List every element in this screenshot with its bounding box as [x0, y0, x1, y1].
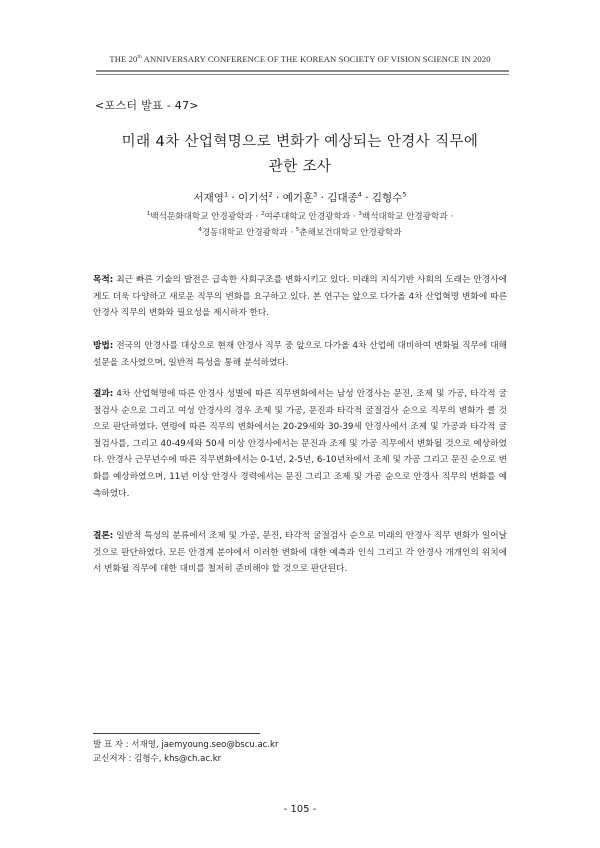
title-line-1: 미래 4차 산업혁명으로 변화가 예상되는 안경사 직무에 [121, 134, 479, 150]
corresponding-footnote: 교신저자 : 김형수, khs@ch.ac.kr [93, 754, 222, 764]
affiliation: 백석문화대학교 안경광학과 · [150, 212, 261, 222]
purpose-paragraph: 목적: 최근 빠른 기술의 발전은 급속한 사회구조를 변화시키고 있다. 미래의 지식기반 사회의 도래는 안경사에게도 더욱 다양하고 새로운 직무의 변화를 요구하고 있다. 본 연구는 앞으로 다가올 4차 산업혁명 변화에 따른 안경사 직무의 변화와 필요성을 제시하자 한다. [93, 275, 507, 319]
header-rule-thick [96, 70, 509, 72]
author-separator: · [317, 192, 328, 204]
author-list: 서재영$^1$ · 이기석$^2$ · 예기훈$^3$ · 김대종$^4$ · 김형수$^5$ [193, 190, 407, 204]
author-name: 서재영 [193, 192, 224, 204]
author-name: 김형수 [371, 192, 403, 204]
section-label: 방법: [93, 341, 114, 351]
method-paragraph: 방법: 전국의 안경사를 대상으로 현재 안경사 직무 중 앞으로 다가올 4차 산업에 대비하여 변화될 직무에 대해 설문을 조사였으며, 일반적 특성을 통해 분석하였다. [93, 341, 507, 368]
affiliation: 경동대학교 안경광학과 · [201, 228, 296, 238]
author-separator: · [228, 192, 239, 204]
affiliation: 여주대학교 안경광학과 · [264, 212, 359, 222]
paper-title [80, 130, 520, 180]
affiliation: 백석대학교 안경광학과 · [361, 212, 454, 222]
author-separator: · [361, 192, 372, 204]
author-separator: · [272, 192, 283, 204]
affiliation: 춘해보건대학교 안경광학과 [299, 228, 402, 238]
conference-header: THE 20th ANNIVERSARY CONFERENCE OF THE KOREAN SOCIETY OF VISION SCIENCE IN 2020 [109, 54, 491, 64]
affiliation-line-2: $^4$경동대학교 안경광학과 · $^5$춘해보건대학교 안경광학과 [198, 227, 402, 238]
conclusion-paragraph: 결론: 일반적 특성의 분류에서 조제 및 가공, 문진, 타각적 굴절검사 순으로 미래의 안경사 직무 변화가 일어날 것으로 판단하였다. 모든 안경계 분야에서 이러한 변화에 대한 예측과 인식 그리고 각 안경사 개개인의 위치에서 변화될 직무에 대한 대비를 철저히 준비해야 할 것으로 판단된다. [93, 531, 507, 575]
page-number: - 105 - [283, 804, 317, 815]
title-line-2: 관한 조사 [268, 159, 332, 175]
header-rule-thin [96, 74, 509, 75]
affiliation-line-1: $^1$백석문화대학교 안경광학과 · $^2$여주대학교 안경광학과 · $^3$백석대학교 안경광학과 · [146, 211, 454, 222]
section-label: 목적: [93, 275, 114, 285]
author-name: 김대종 [327, 192, 358, 204]
section-label: 결과: [93, 389, 114, 399]
presenter-footnote: 발 표 자 : 서재영, jaemyoung.seo@bscu.ac.kr [93, 740, 279, 750]
section-label: 결론: [93, 531, 114, 541]
footnote-rule [93, 733, 260, 734]
author-name: 이기석 [238, 192, 269, 204]
author-name: 예기훈 [282, 192, 314, 204]
result-paragraph: 결과: 4차 산업혁명에 따른 안경사 성별에 따른 직무변화에서는 남성 안경사는 문진, 조제 및 가공, 타각적 굴절검사 순으로 그리고 여성 안경사의 경우 조제 및 가공, 문진과 타각적 굴절검사 순으로 직무의 변화가 클 것으로 판단하였다. 연령에 따른 직무의 변화에서는 20-29세와 30-39세 안경사에서 조제 및 가공과 타각적 굴절검사를, 그리고 40-49세와 50세 이상 안경사에서는 문진과 조제 및 가공 직무에서 변화될 것으로 예상하였다. 안경사 근무년수에 따른 직무변화에서는 0-1년, 2-5년, 6-10년차에서 조제 및 가공 그리고 문진 순으로 변화를 예상하였으며, 11년 이상 안경사 경력에서는 문진 그리고 조제 및 가공 순으로 안경사 직무의 변화를 예측하였다. [93, 389, 507, 499]
poster-label: <포스터 발표 - 47> [95, 99, 199, 112]
